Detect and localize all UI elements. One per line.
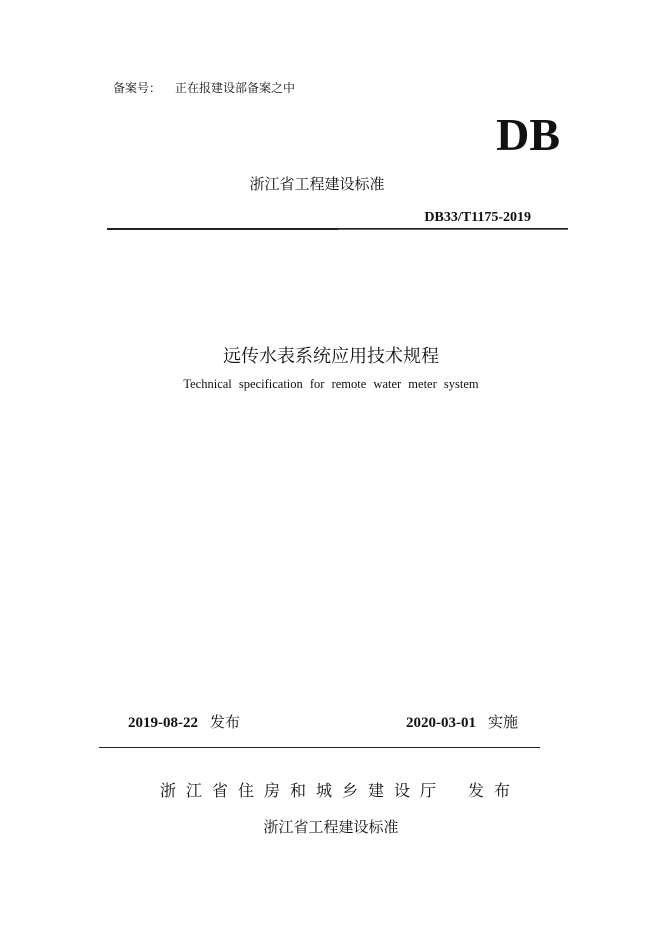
standard-code: DB33/T1175-2019 [424,210,531,225]
issuing-department-line [160,781,520,801]
effective-date-block [406,712,518,733]
top-divider-thin [338,229,568,230]
issuing-department: 浙江省住房和城乡建设厅 [160,781,447,800]
document-title-en: Technical specification for remote water meter system [183,377,479,391]
publish-date: 2019-08-22 [128,715,198,731]
effective-word: 实施 [488,713,519,731]
issuing-word: 发布 [468,781,521,800]
issuer-heading [0,174,662,194]
issuer-heading-text: 浙江省工程建设标准 [249,175,385,193]
bottom-divider [99,747,540,748]
effective-date: 2020-03-01 [406,715,476,731]
db-mark: DB [496,109,560,160]
document-title-zh: 远传水表系统应用技术规程 [223,346,439,367]
publish-word: 发布 [210,713,241,731]
publish-date-block [128,712,240,733]
record-label: 备案号： [113,81,162,95]
record-number [113,80,295,96]
standard-series: 浙江省工程建设标准 [263,818,399,836]
record-value: 正在报建设部备案之中 [175,81,296,95]
